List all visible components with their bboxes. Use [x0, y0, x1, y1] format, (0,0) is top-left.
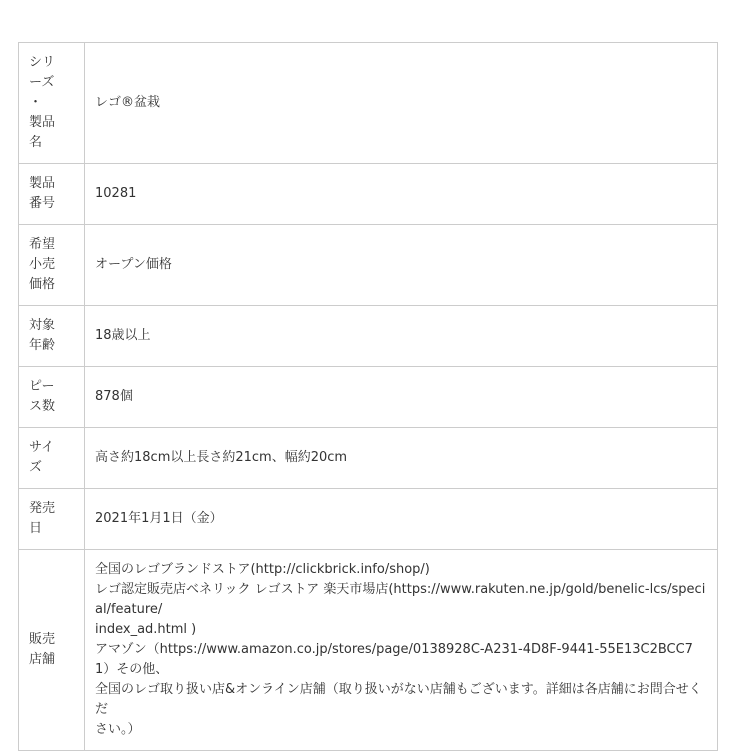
stores-value	[85, 550, 718, 751]
row-value: 18歳以上	[85, 306, 718, 367]
label-line: 小売	[29, 257, 56, 272]
label-line: 価格	[29, 277, 56, 292]
store-line: さい。）	[95, 722, 141, 737]
label-line: 日	[29, 521, 43, 536]
row-size	[19, 428, 718, 489]
row-value: 2021年1月1日（金）	[85, 489, 718, 550]
row-value: 878個	[85, 367, 718, 428]
row-value: レゴ®盆栽	[85, 43, 718, 164]
label-line: 番号	[29, 196, 56, 211]
row-value: 10281	[85, 164, 718, 225]
label-line: 販売	[29, 632, 56, 647]
row-series-name	[19, 43, 718, 164]
row-target-age	[19, 306, 718, 367]
label-line: 製品	[29, 176, 56, 191]
label-line: 対象	[29, 318, 56, 333]
store-line: index_ad.html )	[95, 622, 197, 637]
label-line: 製品	[29, 115, 56, 130]
label-line: ーズ	[29, 75, 55, 90]
row-value: 高さ約18cm以上長さ約21cm、幅約20cm	[85, 428, 718, 489]
row-label	[19, 225, 85, 306]
store-line: アマゾン（https://www.amazon.co.jp/stores/page/0138928C-A231-4D8F-9441-55E13C2BCC71）その他、	[95, 642, 693, 677]
label-line: シリ	[29, 55, 56, 70]
store-line: レゴ認定販売店ベネリック レゴストア 楽天市場店(https://www.rakuten.ne.jp/gold/benelic-lcs/special/feature/	[95, 582, 706, 617]
row-piece-count	[19, 367, 718, 428]
row-label	[19, 550, 85, 751]
label-line: 店舗	[29, 652, 56, 667]
label-line: ズ	[29, 460, 43, 475]
label-line: 希望	[29, 237, 56, 252]
store-line: 全国のレゴ取り扱い店&オンライン店舗（取り扱いがない店舗もございます。詳細は各店舗にお問合せくだ	[95, 682, 702, 717]
row-label	[19, 489, 85, 550]
label-line: ・	[29, 95, 43, 110]
label-line: サイ	[29, 440, 55, 455]
label-line: 名	[29, 135, 43, 150]
row-release-date	[19, 489, 718, 550]
row-retail-price	[19, 225, 718, 306]
label-line: 年齢	[29, 338, 56, 353]
product-spec-table	[18, 42, 718, 751]
row-label	[19, 164, 85, 225]
row-value: オープン価格	[85, 225, 718, 306]
row-product-number	[19, 164, 718, 225]
label-line: 発売	[29, 501, 56, 516]
row-stores	[19, 550, 718, 751]
label-line: ス数	[29, 399, 56, 414]
store-line: 全国のレゴブランドストア(http://clickbrick.info/shop/)	[95, 562, 430, 577]
row-label	[19, 306, 85, 367]
row-label	[19, 43, 85, 164]
row-label	[19, 428, 85, 489]
label-line: ピー	[29, 379, 55, 394]
row-label	[19, 367, 85, 428]
